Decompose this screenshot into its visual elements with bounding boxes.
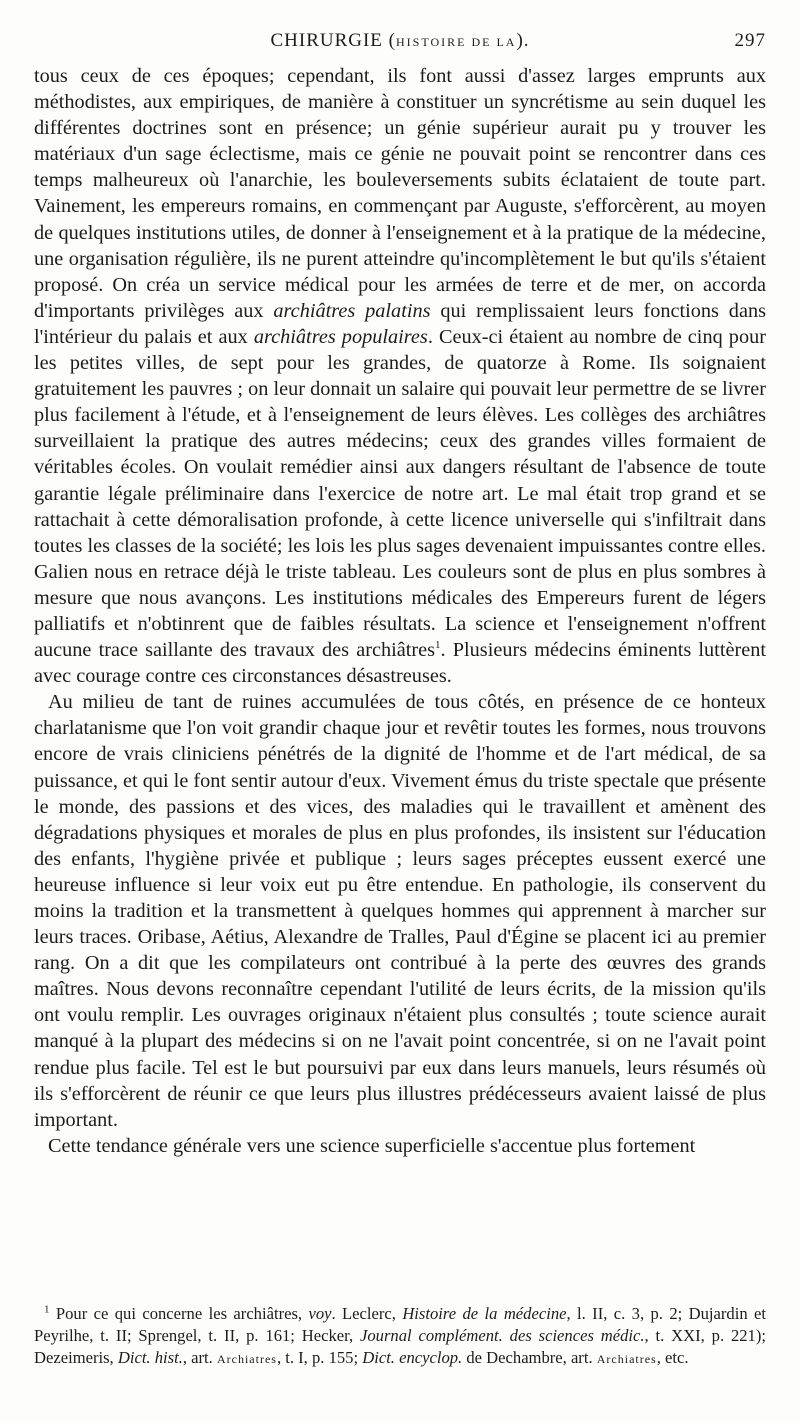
footnote-smallcaps-2: Archiatres — [596, 1352, 657, 1366]
page-number: 297 — [734, 30, 766, 51]
footnote-voy: voy — [308, 1304, 332, 1323]
running-title — [0, 30, 800, 52]
footnote-text-d: , t. XXI, p. 221); Dezeimeris, — [34, 1326, 766, 1367]
footnote-text-g: de Dechambre, art. — [462, 1348, 597, 1367]
footnote-title-4: Dict. encyclop. — [362, 1348, 463, 1367]
footnote-text-a: Pour ce qui concerne les archiâtres, — [49, 1304, 309, 1323]
running-title-smallcaps: HISTOIRE DE LA — [396, 35, 517, 49]
footnote-smallcaps-1: Archiatres — [216, 1352, 277, 1366]
footnote-title-3: Dict. hist. — [117, 1348, 183, 1367]
footnote-text-e: , art. — [182, 1348, 217, 1367]
page-header — [0, 30, 800, 58]
paragraph-3: Cette tendance générale vers une science superficielle s'accentue plus fortement — [48, 1134, 696, 1157]
paragraph-1-text-c: . Ceux-ci étaient au nombre de cinq pour les petites villes, de sept pour les grandes, de quatorze à Rome. Ils soignaient gratuitement les pauvres ; on leur donnait un salaire qui pouvait leur permettre de se livrer plus facilement à l'étude, et à l'enseignement de leurs élèves. Les collèges des archiâtres surveillaient la pratique des autres médecins; ceux des grandes villes formaient de véritables écoles. On voulait remédier ainsi aux dangers résultant de l'absence de toute garantie légale préliminaire dans l'exercice de notre art. Le mal était trop grand et se rattachait à cette démoralisation profonde, à cette licence universelle qui s'infiltrait dans toutes les classes de la société; les lois les plus sages devenaient impuissantes contre elles. Galien nous en retrace déjà le triste tableau. Les couleurs sont de plus en plus sombres à mesure que nous avançons. Les institutions médicales des Empereurs furent de légers palliatifs et n'obtinrent que de faibles résultats. La science et l'enseignement n'offrent aucune trace saillante des travaux des archiâtres — [34, 325, 766, 662]
paragraph-2: Au milieu de tant de ruines accumulées de tous côtés, en présence de ce honteux charlatanisme que l'on voit grandir chaque jour et revêtir toutes les formes, nous trouvons encore de vrais cliniciens pénétrés de la dignité de l'homme et de l'art médical, de sa puissance, et qui le font sentir autour d'eux. Vivement émus du triste spectale que présente le monde, des passions et des vices, des maladies qui le travaillent et amènent des dégradations physiques et morales de plus en plus profondes, ils insistent sur l'éducation des enfants, l'hygiène privée et publique ; leurs sages préceptes eussent exercé une heureuse influence si leur voix eut pu être entendue. En pathologie, ils conservent du moins la tradition et la transmettent à quelques hommes qui apprennent à marcher sur leurs traces. Oribase, Aétius, Alexandre de Tralles, Paul d'Égine se placent ici au premier rang. On a dit que les compilateurs ont contribué à la perte des œuvres des grands maîtres. Nous devons reconnaître cependant l'utilité de leurs écrits, de la mission qu'ils ont voulu remplir. Les ouvrages originaux n'étaient plus consultés ; toute science aurait manqué à la plupart des médecins si on ne l'avait point concentrée, si on ne l'avait point rendue plus facile. Tel est le but poursuivi par eux dans leurs manuels, leurs résumés où ils s'efforcèrent de réunir ce que leurs plus illustres prédécesseurs avaient laissé de plus important. — [34, 691, 766, 1131]
paragraph-1-text-d: . Plusieurs médecins éminents luttèrent avec courage contre ces circonstances désastreuses. — [34, 639, 766, 688]
paragraph-1-text-b: qui remplissaient leurs fonctions dans l'intérieur du palais et aux — [34, 299, 766, 348]
footnote-reference: 1 — [435, 639, 441, 652]
footnote-text-b: . Leclerc, — [331, 1304, 403, 1323]
body-text — [34, 63, 766, 1159]
footnote-text-h: , etc. — [656, 1348, 689, 1367]
footnote-title-1: Histoire de la médecine — [402, 1304, 567, 1323]
footnote-text-f: , t. I, p. 155; — [276, 1348, 363, 1367]
footnote-1 — [34, 1303, 766, 1370]
footnotes — [34, 1303, 766, 1370]
term-archiatres-palatins: archiâtres palatins — [273, 299, 431, 322]
footnote-text-c: , l. II, c. 3, p. 2; Dujardin et Peyrilhe, t. II; Sprengel, t. II, p. 161; Hecker, — [34, 1304, 766, 1345]
footnote-title-2: Journal complément. des sciences médic. — [360, 1326, 645, 1345]
running-title-end: ). — [516, 30, 530, 51]
paragraph-1-text-a: tous ceux de ces époques; cependant, ils font aussi d'assez larges emprunts aux méthodistes, aux empiriques, de manière à constituer un syncrétisme au sein duquel les différentes doctrines sont en présence; un génie supérieur aurait pu y trouver les matériaux d'un sage éclectisme, mais ce génie ne pouvait point se rencontrer dans ces temps malheureux où l'anarchie, les bouleversements subits éclataient de toute part. Vainement, les empereurs romains, en commençant par Auguste, s'efforcèrent, au moyen de quelques institutions utiles, de donner à l'enseignement et à la pratique de la médecine, une organisation régulière, ils ne purent atteindre qu'incomplètement le but qu'ils s'étaient proposé. On créa un service médical pour les armées de terre et de mer, on accorda d'importants privilèges aux — [34, 65, 766, 322]
paragraph-1 — [34, 63, 766, 689]
term-archiatres-populaires: archiâtres populaires — [253, 325, 428, 348]
footnote-marker: 1 — [44, 1303, 50, 1316]
running-title-main: CHIRURGIE ( — [270, 30, 396, 51]
